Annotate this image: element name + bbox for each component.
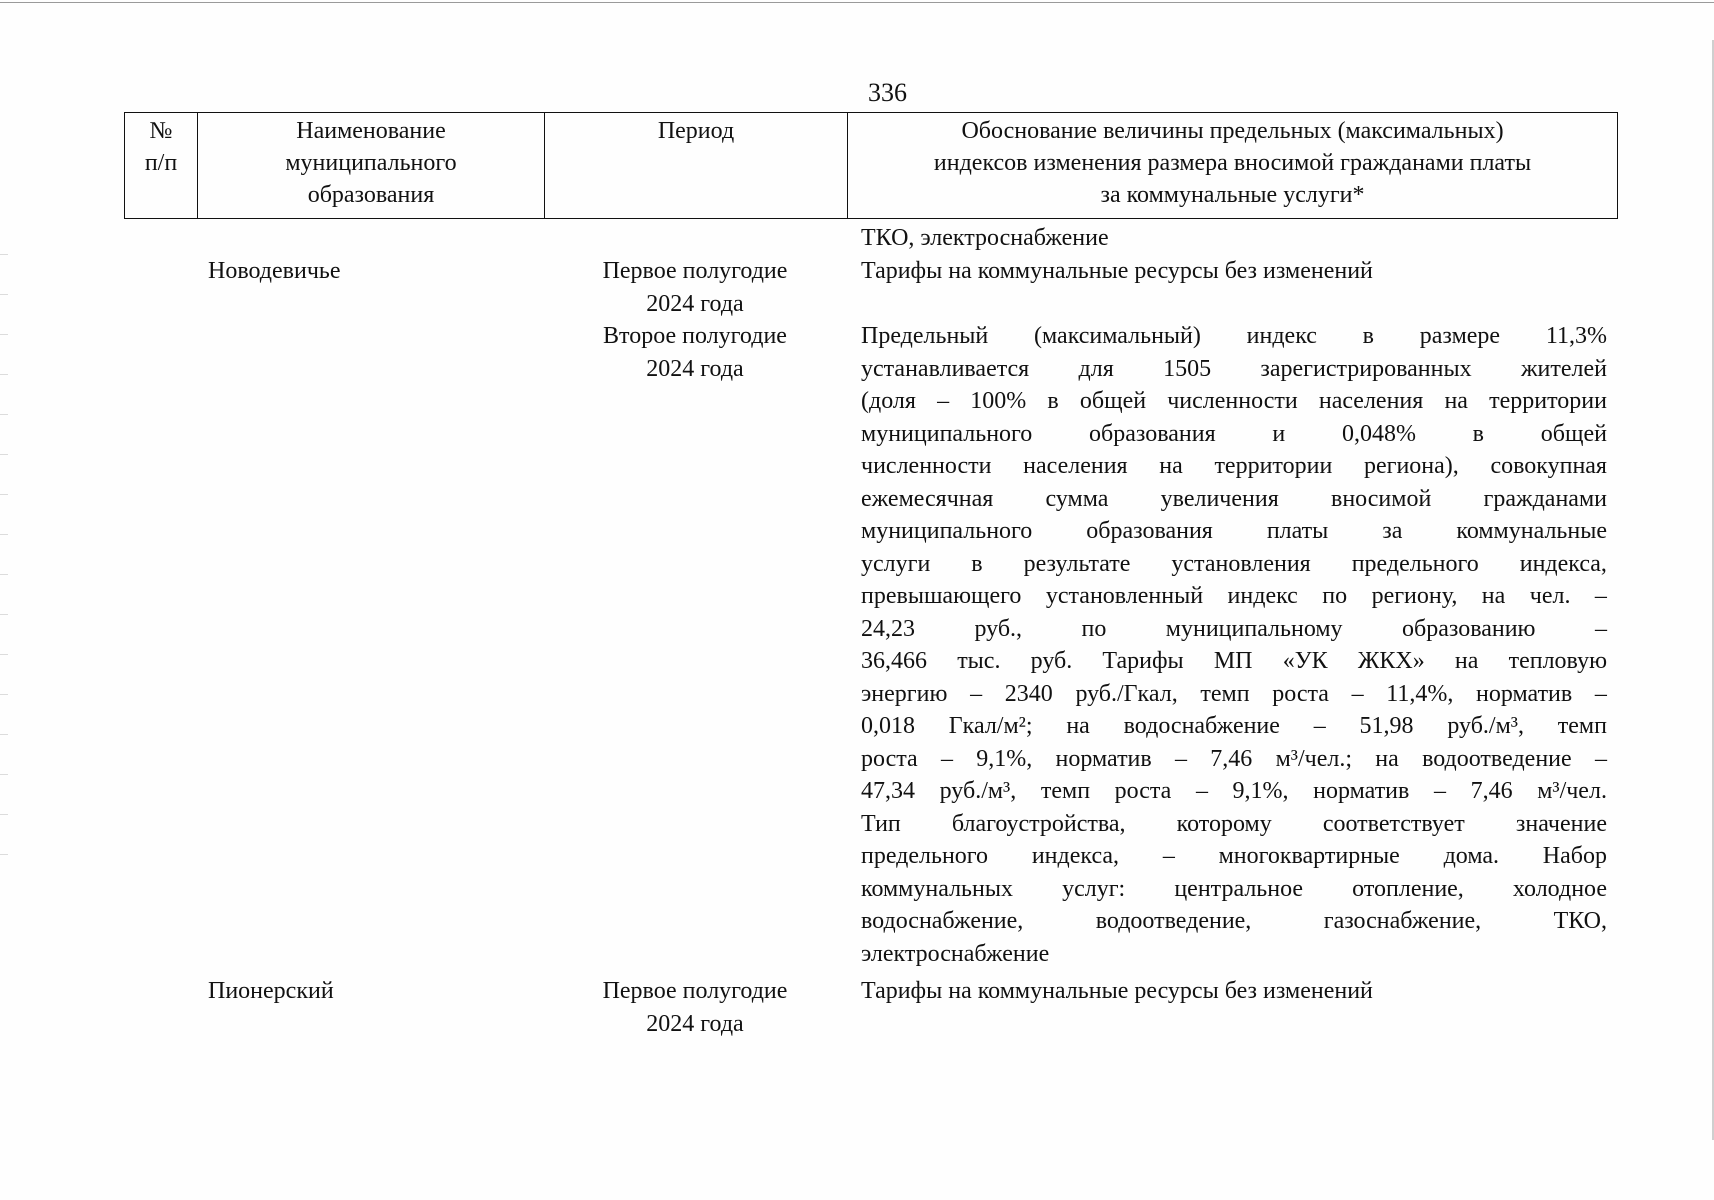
basis-line: энергию – 2340 руб./Гкал, темп роста – 11,4%, норматив – [861, 680, 1607, 707]
basis-line: превышающего установленный индекс по региону, на чел. – [861, 583, 1607, 609]
period-line: 2024 года [646, 355, 744, 382]
basis-line: услуги в результате установления предельного индекса, [861, 550, 1607, 577]
scan-top-edge [0, 2, 1714, 3]
table-header [124, 112, 1618, 219]
header-period [545, 113, 848, 218]
basis-line: Тип благоустройства, которому соответствует значение [861, 810, 1607, 837]
row-name-pionersky: Пионерский [208, 978, 334, 1004]
scan-left-margin-marks [0, 240, 8, 880]
header-name-line: Наименование [296, 118, 446, 144]
header-name [198, 113, 545, 218]
header-basis-line: за коммунальные услуги* [1100, 182, 1365, 208]
period-line: Второе полугодие [603, 323, 787, 349]
continuation-text: ТКО, электроснабжение [861, 225, 1109, 251]
basis-line: муниципального образования платы за коммунальные [861, 518, 1607, 544]
row-basis: Тарифы на коммунальные ресурсы без изменений [861, 978, 1373, 1004]
period-line: 2024 года [646, 1010, 744, 1037]
header-basis-line: индексов изменения размера вносимой гражданами платы [933, 150, 1532, 176]
period-line: Первое полугодие [602, 978, 788, 1004]
header-num-line: № [149, 118, 173, 144]
header-basis [848, 113, 1617, 218]
basis-line: коммунальных услуг: центральное отопление, холодное [861, 875, 1607, 902]
period-line: Первое полугодие [602, 258, 788, 284]
row-period [580, 255, 810, 320]
basis-line: водоснабжение, водоотведение, газоснабжение, ТКО, [861, 908, 1607, 934]
basis-line: численности населения на территории региона), совокупная [861, 453, 1607, 479]
basis-line: 0,018 Гкал/м²; на водоснабжение – 51,98 руб./м³, темп [861, 713, 1607, 739]
basis-line: ежемесячная сумма увеличения вносимой гражданами [861, 485, 1607, 512]
row-period [580, 320, 810, 385]
basis-line: (доля – 100% в общей численности населения на территории [861, 388, 1607, 414]
row-name-novodevichye: Новодевичье [208, 258, 341, 284]
basis-line: роста – 9,1%, норматив – 7,46 м³/чел.; на водоотведение – [861, 745, 1607, 772]
header-num-line: п/п [144, 150, 178, 176]
header-name-line: образования [307, 182, 435, 208]
row-period [580, 975, 810, 1040]
row-basis-paragraph [861, 320, 1607, 970]
row-basis: Тарифы на коммунальные ресурсы без изменений [861, 258, 1373, 284]
basis-line: 24,23 руб., по муниципальному образованию – [861, 615, 1607, 642]
header-basis-line: Обоснование величины предельных (максимальных) [961, 118, 1504, 144]
basis-line: предельного индекса, – многоквартирные дома. Набор [861, 843, 1607, 869]
page-number: 336 [868, 78, 907, 107]
basis-line: Предельный (максимальный) индекс в размере 11,3% [861, 323, 1607, 349]
basis-line: электроснабжение [861, 940, 1050, 967]
header-num [125, 113, 198, 218]
period-line: 2024 года [646, 290, 744, 317]
basis-line: 36,466 тыс. руб. Тарифы МП «УК ЖКХ» на тепловую [861, 648, 1607, 674]
header-name-line: муниципального [285, 150, 457, 176]
basis-line: устанавливается для 1505 зарегистрированных жителей [861, 355, 1607, 382]
basis-line: муниципального образования и 0,048% в общей [861, 420, 1607, 447]
header-period-line: Период [657, 118, 735, 144]
basis-line: 47,34 руб./м³, темп роста – 9,1%, норматив – 7,46 м³/чел. [861, 778, 1607, 804]
